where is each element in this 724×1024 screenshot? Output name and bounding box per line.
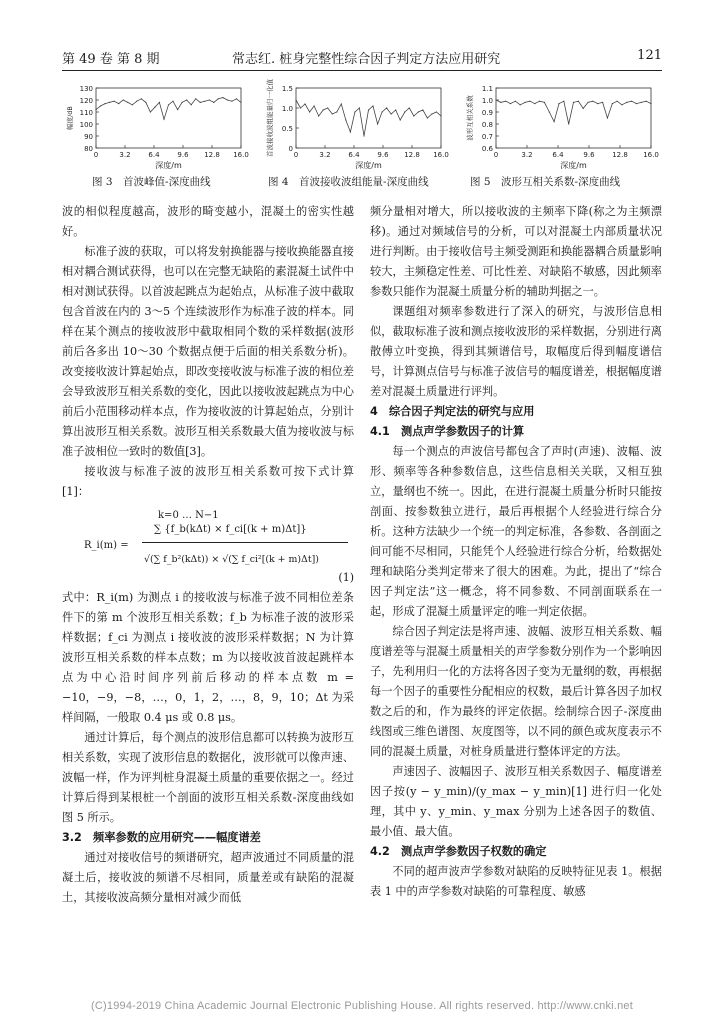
data-point xyxy=(578,101,579,102)
x-tick-label: 3.2 xyxy=(119,151,131,159)
x-tick-label: 3.2 xyxy=(319,151,331,159)
y-tick-label: 0.5 xyxy=(281,125,293,133)
data-point xyxy=(100,105,101,106)
data-point xyxy=(592,101,593,102)
data-point xyxy=(304,103,305,104)
data-point xyxy=(534,103,535,104)
figure-4 xyxy=(262,79,449,182)
data-point xyxy=(227,99,228,100)
figure-3-plot xyxy=(62,82,247,174)
y-tick-label: 1.0 xyxy=(481,97,493,105)
x-axis-label: 深度/m xyxy=(355,161,382,170)
data-point xyxy=(332,113,333,114)
y-tick-label: 130 xyxy=(79,85,93,93)
equation-numerator: ∑ {f_b(kΔt) × f_ci[(k + m)Δt]} xyxy=(154,524,307,535)
data-point xyxy=(422,109,423,110)
data-point xyxy=(563,101,564,102)
y-tick-label: 120 xyxy=(79,97,93,105)
data-point xyxy=(404,111,405,112)
figure-5 xyxy=(462,82,657,182)
data-point xyxy=(386,107,387,108)
data-point xyxy=(549,111,550,112)
x-tick-label: 9.6 xyxy=(377,151,389,159)
page-number: 121 xyxy=(637,48,662,63)
data-point xyxy=(336,111,337,112)
copyright-footer: (C)1994-2019 China Academic Journal Electronic Publishing House. All rights reserved. http://www.cnki.net xyxy=(91,1000,633,1012)
data-point xyxy=(345,119,346,120)
data-point xyxy=(236,98,237,99)
data-point xyxy=(641,102,642,103)
y-tick-label: 110 xyxy=(79,109,93,117)
paragraph: 声速因子、波幅因子、波形互相关系数因子、幅度谱差因子按(y − y_min)/(y_max − y_min)[1] 进行归一化处理，其中 y、y_min、y_max 分别为上述各因子的数值、最小值、最大值。 xyxy=(370,765,662,838)
section-heading-4-1: 4.1 测点声学参数因子的计算 xyxy=(370,425,525,438)
x-tick-label: 0 xyxy=(293,151,299,159)
data-point xyxy=(172,101,173,102)
data-point xyxy=(554,121,555,122)
y-tick-label: 0.6 xyxy=(481,145,493,153)
y-tick-label: 1.1 xyxy=(481,85,493,93)
x-axis-label: 深度/m xyxy=(560,161,587,170)
x-tick-label: 9.6 xyxy=(583,151,595,159)
data-point xyxy=(440,115,441,116)
section-heading-4: 4 综合因子判定法的研究与应用 xyxy=(370,405,535,418)
data-point xyxy=(391,113,392,114)
equation-denominator: √(∑ f_b²(kΔt)) × √(∑ f_ci²[(k + m)Δt]) xyxy=(144,554,319,565)
data-point xyxy=(368,109,369,110)
data-point xyxy=(341,103,342,104)
data-point xyxy=(114,101,115,102)
data-point xyxy=(573,102,574,103)
figure-4-caption: 图 4 首波接收波组能量-深度曲线 xyxy=(268,176,429,188)
paragraph: 综合因子判定法是将声速、波幅、波形互相关系数、幅度谱差等与混凝土质量相关的声学参数分别作为一个影响因子，先利用归一化的方法将各因子变为无量纲的数，再根据每一个因子的重要性分配相应的权数，最后计算各因子加权数之后的和，作为最终的评定依据。绘制综合因子-深度曲线图或三维色谱图、灰度图等，以不同的颜色或灰度表示不同的混凝土质量，对桩身质量进行整体评定的方法。 xyxy=(370,625,662,758)
paragraph: 波的相似程度越高，波形的畸变越小，混凝土的密实性越好。 xyxy=(62,205,354,238)
data-point xyxy=(510,103,511,104)
paragraph: 每一个测点的声波信号都包含了声时(声速)、波幅、波形、频率等各种参数信息，这些信息相关关联，又相互独立，量纲也不统一。因此，在进行混凝土质量分析时只能按剖面、按参数独立进行，最后再根据个人经验进行综合分析。这种方法缺少一个统一的判定标准，各参数、各剖面之间可能不尽相同，只能凭个人经验进行综合分析，给数据处理和缺陷分类判定带来了很大的困难。为此，提出了“综合因子判定法”这一概念，将不同参数、不同剖面联系在一起，形成了混凝土质量评定的唯一判定依据。 xyxy=(370,445,662,618)
data-point xyxy=(350,131,351,132)
data-point xyxy=(231,101,232,102)
data-point xyxy=(109,102,110,103)
data-point xyxy=(602,102,603,103)
data-point xyxy=(163,119,164,120)
data-point xyxy=(612,103,613,104)
data-point xyxy=(168,104,169,105)
section-heading-4-2: 4.2 测点声学参数因子权数的确定 xyxy=(370,845,547,858)
data-point xyxy=(500,102,501,103)
data-point xyxy=(395,109,396,110)
data-point xyxy=(200,102,201,103)
data-point xyxy=(309,111,310,112)
data-point xyxy=(587,102,588,103)
data-point xyxy=(495,99,496,100)
data-point xyxy=(104,103,105,104)
figure-3-caption: 图 3 首波峰值-深度曲线 xyxy=(92,176,211,188)
y-tick-label: 0 xyxy=(288,145,293,153)
figure-5-caption: 图 5 波形互相关系数-深度曲线 xyxy=(470,176,621,188)
x-tick-label: 12.8 xyxy=(612,151,628,159)
data-point xyxy=(431,113,432,114)
data-point xyxy=(616,101,617,102)
volume-issue: 第 49 卷 第 8 期 xyxy=(62,52,160,67)
running-title: 常志红. 桩身完整性综合因子判定方法应用研究 xyxy=(232,52,501,67)
left-column xyxy=(62,202,354,908)
data-point xyxy=(354,111,355,112)
data-point xyxy=(539,101,540,102)
data-point xyxy=(363,135,364,136)
data-point xyxy=(177,109,178,110)
equation-lhs: R_i(m) = xyxy=(84,540,129,551)
x-tick-label: 9.6 xyxy=(177,151,189,159)
data-point xyxy=(626,102,627,103)
data-point xyxy=(213,102,214,103)
data-point xyxy=(295,99,296,100)
paragraph: 通过计算后，每个测点的波形信息都可以转换为波形互相关系数，实现了波形信息的数据化，波形就可以像声速、波幅一样，作为评判桩身混凝土质量的重要依据之一。经过计算后得到某根桩一个剖面的波形互相关系数-深度曲线如图 5 所示。 xyxy=(62,731,354,824)
y-axis-label: 幅度/dB xyxy=(66,106,74,130)
series-line xyxy=(496,100,651,124)
paragraph: 通过对接收信号的频谱研究，超声波通过不同质量的混凝土后，接收波的频谱不尽相同，质量差或有缺陷的混凝土，其接收波高频分量相对减少而低 xyxy=(62,851,354,904)
data-point xyxy=(568,123,569,124)
data-point xyxy=(240,102,241,103)
x-tick-label: 16.0 xyxy=(433,151,449,159)
data-point xyxy=(400,119,401,120)
x-tick-label: 0 xyxy=(493,151,499,159)
data-point xyxy=(520,104,521,105)
data-point xyxy=(204,101,205,102)
y-tick-label: 0.9 xyxy=(481,109,493,117)
x-tick-label: 6.4 xyxy=(552,151,564,159)
equation-1 xyxy=(62,504,354,586)
data-point xyxy=(323,109,324,110)
series-line xyxy=(96,98,241,120)
y-tick-label: 80 xyxy=(84,145,93,153)
data-point xyxy=(150,111,151,112)
x-tick-label: 16.0 xyxy=(643,151,659,159)
x-tick-label: 16.0 xyxy=(233,151,249,159)
y-tick-label: 1.0 xyxy=(281,105,293,113)
data-point xyxy=(132,104,133,105)
paragraph: 频分量相对增大，所以接收波的主频率下降(称之为主频漂移)。通过对频域信号的分析，可以对混凝土内部质量状况进行判断。由于接收信号主频受测距和换能器耦合质量影响较大，主频稳定性差、可比性差、对缺陷不敏感，因此频率参数只能作为混凝土质量分析的辅助判据之一。 xyxy=(370,205,662,298)
data-point xyxy=(597,103,598,104)
x-tick-label: 12.8 xyxy=(204,151,220,159)
data-point xyxy=(529,101,530,102)
data-point xyxy=(218,98,219,99)
data-point xyxy=(621,104,622,105)
fraction-bar xyxy=(142,542,348,543)
data-point xyxy=(222,97,223,98)
data-point xyxy=(436,111,437,112)
paragraph: 式中：R_i(m) 为测点 i 的接收波与标准子波不同相位差条件下的第 m 个波形互相关系数；f_b 为标准子波的波形采样数据；f_ci 为测点 i 接收波的波形采样数据；N 为计算波形互相关系数的样本点数；m 为以接收波首波起跳样本点为中心沿时间序列前后移动的样本点数 m = −10，−9，−8，…，0，1，2，…，8，9，10；Δt 为采样间隔，一般取 0.4 μs 或 0.8 μs。 xyxy=(62,591,354,724)
data-point xyxy=(314,105,315,106)
data-point xyxy=(558,103,559,104)
y-axis-label: 首波接收波组能量归一化值 xyxy=(266,79,274,157)
data-point xyxy=(327,107,328,108)
plot-frame xyxy=(96,88,241,148)
data-point xyxy=(186,99,187,100)
equation-number: (1) xyxy=(338,571,354,584)
y-tick-label: 0.7 xyxy=(481,133,493,141)
figure-4-plot xyxy=(262,79,449,174)
plot-frame xyxy=(296,88,441,148)
data-point xyxy=(515,101,516,102)
y-tick-label: 1.5 xyxy=(281,85,293,93)
data-point xyxy=(505,101,506,102)
data-point xyxy=(95,109,96,110)
data-point xyxy=(413,115,414,116)
data-point xyxy=(181,102,182,103)
x-tick-label: 12.8 xyxy=(404,151,420,159)
data-point xyxy=(191,104,192,105)
y-axis-label: 波形互相关系数 xyxy=(466,95,474,141)
y-tick-label: 90 xyxy=(84,133,93,141)
y-tick-label: 0.8 xyxy=(481,121,493,129)
data-point xyxy=(141,98,142,99)
data-point xyxy=(646,101,647,102)
x-tick-label: 6.4 xyxy=(348,151,360,159)
data-point xyxy=(118,103,119,104)
paragraph: 接收波与标准子波的波形互相关系数可按下式计算[1]： xyxy=(62,465,354,498)
data-point xyxy=(127,102,128,103)
data-point xyxy=(195,98,196,99)
data-point xyxy=(524,102,525,103)
data-point xyxy=(145,102,146,103)
data-point xyxy=(154,107,155,108)
data-point xyxy=(631,101,632,102)
data-point xyxy=(583,108,584,109)
figure-5-plot xyxy=(462,82,657,174)
data-point xyxy=(372,105,373,106)
data-point xyxy=(636,103,637,104)
data-point xyxy=(318,115,319,116)
data-point xyxy=(123,99,124,100)
header-rule xyxy=(62,70,662,71)
data-point xyxy=(209,99,210,100)
figure-3 xyxy=(62,82,247,182)
paragraph: 标准子波的获取，可以将发射换能器与接收换能器直接相对耦合测试获得，也可以在完整无缺陷的素混凝土试件中相对测试获得。以首波起跳点为起始点，从标准子波中截取包含首波在内的 3～5 个连续波形作为标准子波的样本。同样在某个测点的接收波形中截取相同个数的采样数据(波形前后各多出 10～30 个数据点便于后面的相关系数分析)。改变接收波计算起始点，即改变接收波与标准子波的相位差会导致波形互相关系数的变化，因此以接收波起跳点为中心前后小范围移动样本点，作为接收波的计算起始点，分别计算出波形互相关系数。波形互相关系数最大值为接收波与标准子波相位一致时的数值[3]。 xyxy=(62,245,354,458)
section-heading-3-2: 3.2 频率参数的应用研究——幅度谱差 xyxy=(62,831,261,844)
x-tick-label: 3.2 xyxy=(521,151,533,159)
data-point xyxy=(427,117,428,118)
data-point xyxy=(650,103,651,104)
running-header xyxy=(62,48,662,70)
data-point xyxy=(159,102,160,103)
x-tick-label: 6.4 xyxy=(148,151,160,159)
data-point xyxy=(418,111,419,112)
paragraph: 课题组对频率参数进行了深入的研究，与波形信息相似，截取标准子波和测点接收波形的采样数据，分别进行离散傅立叶变换，得到其频谱信号，取幅度后得到幅度谱信号，计算测点信号与标准子波信号的幅度谱差，根据幅度谱差对混凝土质量进行评判。 xyxy=(370,305,662,398)
data-point xyxy=(544,102,545,103)
equation-sum-range: k=0 … N−1 xyxy=(158,510,219,521)
paragraph: 不同的超声波声学参数对缺陷的反映特征见表 1。根据表 1 中的声学参数对缺陷的可靠程度、敏感 xyxy=(370,865,662,898)
right-column xyxy=(370,202,662,902)
x-axis-label: 深度/m xyxy=(155,161,182,170)
series-line xyxy=(296,100,441,136)
y-tick-label: 100 xyxy=(79,121,93,129)
data-point xyxy=(607,117,608,118)
data-point xyxy=(377,123,378,124)
data-point xyxy=(300,107,301,108)
data-point xyxy=(381,111,382,112)
plot-frame xyxy=(496,88,651,148)
x-tick-label: 0 xyxy=(93,151,99,159)
data-point xyxy=(409,107,410,108)
data-point xyxy=(136,101,137,102)
data-point xyxy=(359,107,360,108)
